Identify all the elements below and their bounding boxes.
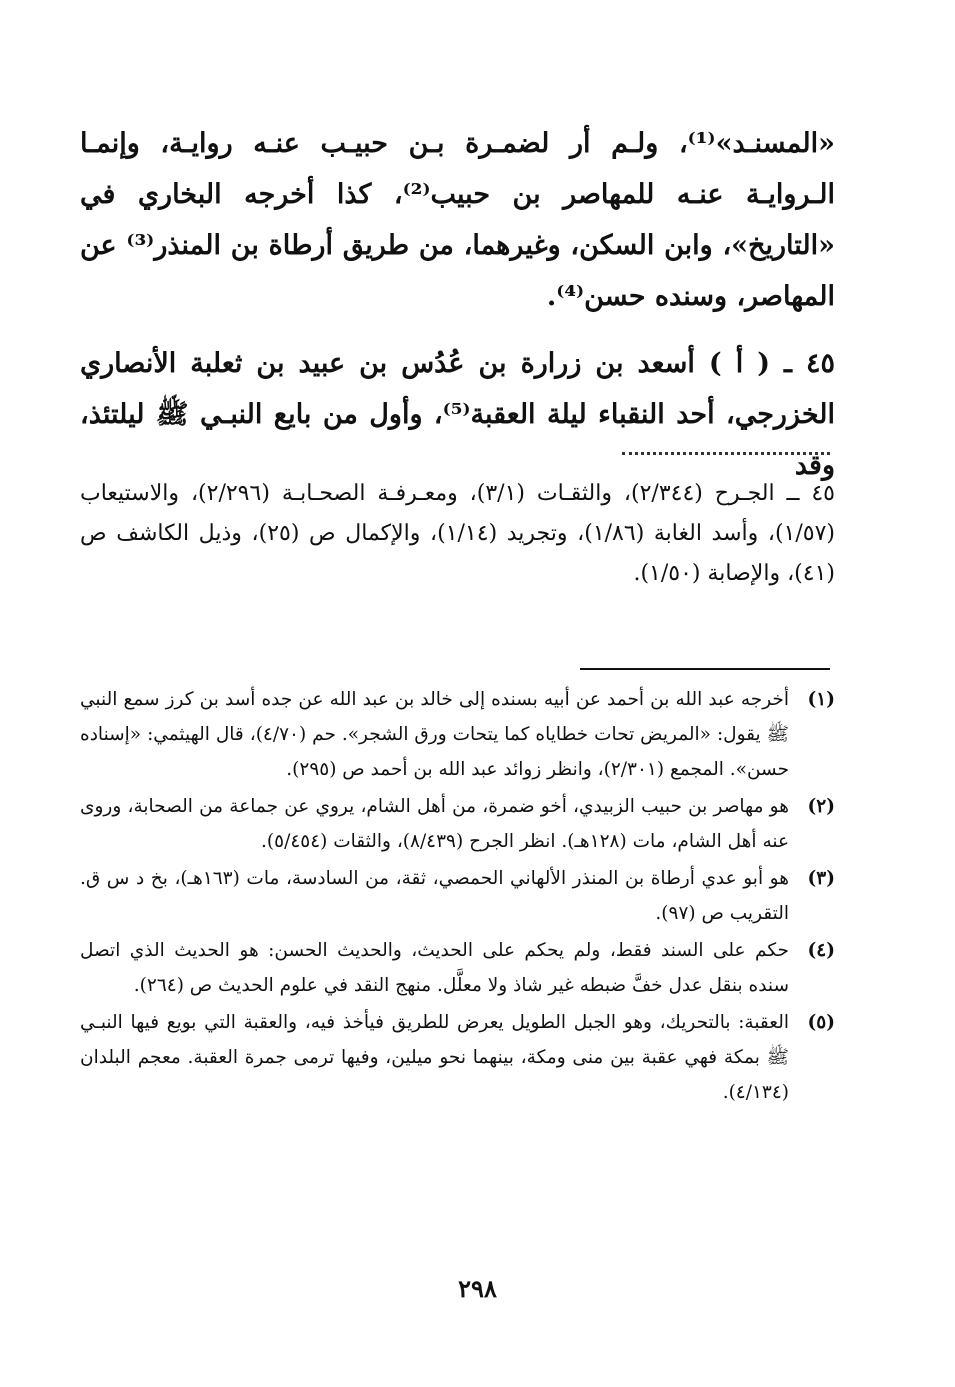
footnote-number: (٥) [807,1012,835,1033]
footnote-3 [80,861,835,931]
footnote-5 [80,1005,835,1110]
main-text [80,118,835,491]
footnote-text: أخرجه عبد الله بن أحمد عن أبيه بسنده إلى خالد بن عبد الله عن جده أسد بن كرز سمع النبي ﷺ يقول: «المريض تحات خطاياه كما يتحات ورق الشجر». حم (٤/٧٠)، قال الهيثمي: «إسناده حسن». المجمع (٢/٣٠١)، وانظر زوائد عبد الله بن أحمد ص (٢٩٥). [80,689,789,780]
entry-text: أسعد بن زرارة بن عُدُس بن عبيد بن ثعلبة الأنصاري الخزرجي، أحد النقباء ليلة العقبة⁽⁵⁾، وأول من بايع النبـي ﷺ ليلتئذ، وقد [80,348,835,481]
page-number: ٢٩٨ [458,1274,497,1303]
footnotes [80,682,835,1112]
sources-block: ٤٥ ــ الجـرح (٢/٣٤٤)، والثقـات (٣/١)، ومعـرفـة الصحـابـة (٢/٢٩٦)، والاستيعاب (١/٥٧)، وأسد الغابة (١/٨٦)، وتجريد (١/١٤)، والإكمال ص (٢٥)، وذيل الكاشف ص (٤١)، والإصابة (١/٥٠). [80,481,836,586]
footnote-text: حكم على السند فقط، ولم يحكم على الحديث، والحديث الحسن: هو الحديث الذي اتصل سنده بنقل عدل خفَّ ضبطه غير شاذ ولا معلَّل. منهج النقد في علوم الحديث ص (٢٦٤). [80,940,789,996]
footnote-text: هو أبو عدي أرطاة بن المنذر الألهاني الحمصي، ثقة، من السادسة، مات (١٦٣هـ)، بخ د س ق. التقريب ص (٩٧). [80,868,789,924]
footnote-number: (٤) [807,940,835,961]
footnote-number: (٣) [807,868,835,889]
entry-number: ٤٥ ـ ( أ ) [708,348,836,379]
footnote-1 [80,682,835,787]
footnote-rule [580,668,830,670]
footnote-4 [80,933,835,1003]
footnote-number: (١) [807,689,835,710]
footnote-number: (٢) [807,796,835,817]
main-paragraph-1: «المسنـد»⁽¹⁾، ولـم أر لضمـرة بـن حبيـب عنـه روايـة، وإنمـا الـروايـة عنـه للمهاصر بن حبيب⁽²⁾، كذا أخرجه البخاري في «التاريخ»، وابن السكن، وغيرهما، من طريق أرطاة بن المنذر⁽³⁾ عن المهاصر، وسنده حسن⁽⁴⁾. [80,128,835,312]
dotted-separator [622,452,830,455]
footnote-text: هو مهاصر بن حبيب الزبيدي، أخو ضمرة، من أهل الشام، يروي عن جماعة من الصحابة، وروى عنه أهل الشام، مات (١٢٨هـ). انظر الجرح (٨/٤٣٩)، والثقات (٥/٤٥٤). [80,796,789,852]
entry-45 [80,338,835,491]
footnote-2 [80,789,835,859]
footnote-text: العقبة: بالتحريك، وهو الجبل الطويل يعرض للطريق فيأخذ فيه، والعقبة التي بويع فيها النبـي ﷺ بمكة فهي عقبة بين منى ومكة، بينهما نحو ميلين، وفيها ترمى جمرة العقبة. معجم البلدان (٤/١٣٤). [80,1012,789,1103]
